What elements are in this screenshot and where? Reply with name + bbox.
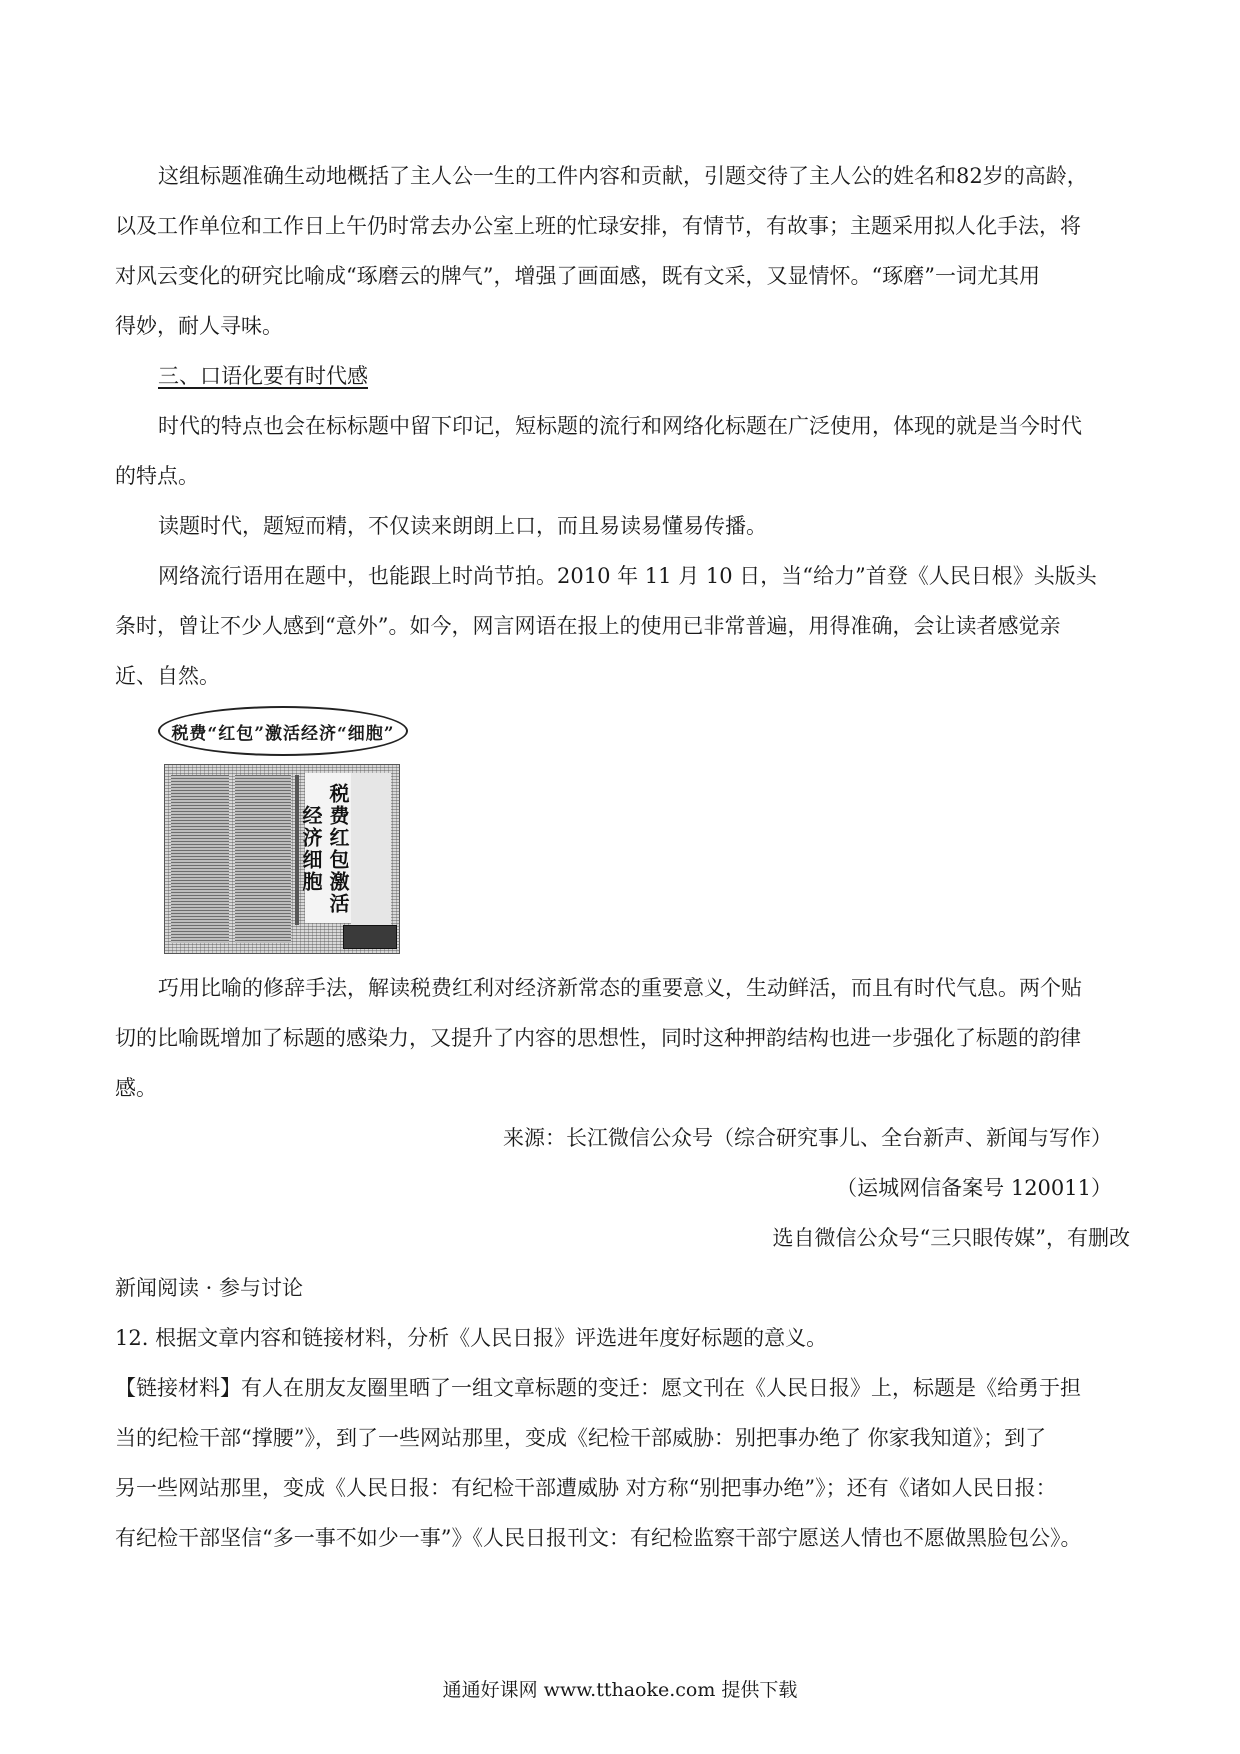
paragraph-line: 网络流行语用在题中，也能跟上时尚节拍。2010 年 11 月 10 日，当“给力”首登《人民日根》头版头 bbox=[158, 564, 1097, 588]
paragraph-line: 以及工作单位和工作日上午仍时常去办公室上班的忙琭安排，有情节，有故事；主题采用拟人化手法，将 bbox=[115, 214, 1081, 238]
newspaper-clipping-figure bbox=[158, 706, 410, 958]
paragraph-line: 对风云变化的研究比喻成“琢磨云的牌气”，增强了画面感，既有文采，又显情怀。“琢磨”一词尤其用 bbox=[115, 264, 1040, 288]
paragraph-line: 这组标题准确生动地概括了主人公一生的工件内容和贡献，引题交待了主人公的姓名和82岁的高龄， bbox=[158, 164, 1088, 188]
question-12: 12. 根据文章内容和链接材料，分析《人民日报》评选进年度好标题的意义。 bbox=[115, 1326, 828, 1350]
selected-from-line: 选自微信公众号“三只眼传媒”，有删改 bbox=[772, 1226, 1130, 1250]
paragraph-line: 近、自然。 bbox=[115, 664, 220, 688]
paragraph-line: 切的比喻既增加了标题的感染力，又提升了内容的思想性，同时这种押韵结构也进一步强化了标题的韵律 bbox=[115, 1026, 1081, 1050]
clipping-subhead bbox=[351, 773, 391, 933]
footer-text: 通通好课网 www.tthaoke.com 提供下载 bbox=[442, 1679, 798, 1701]
paragraph-line: 的特点。 bbox=[115, 464, 199, 488]
paragraph-line: 时代的特点也会在标标题中留下印记，短标题的流行和网络化标题在广泛使用，体现的就是当今时代 bbox=[158, 414, 1082, 438]
paragraph-line: 条时，曾让不少人感到“意外”。如今，网言网语在报上的使用已非常普遍，用得准确，会让读者感觉亲 bbox=[115, 614, 1061, 638]
clipping-column bbox=[171, 775, 229, 943]
source-line: 来源：长江微信公众号（综合研究事儿、全台新声、新闻与写作） bbox=[503, 1126, 1112, 1150]
paragraph-line: 得妙，耐人寻味。 bbox=[115, 314, 283, 338]
newspaper-clipping-image bbox=[164, 764, 400, 954]
link-material-line: 有纪检干部坚信“多一事不如少一事”》《人民日报刊文：有纪检监察干部宁愿送人情也不愿做黑脸包公》。 bbox=[115, 1526, 1082, 1550]
section-label: 新闻阅读 · 参与讨论 bbox=[115, 1276, 304, 1300]
paragraph-line: 读题时代，题短而精，不仅读来朗朗上口，而且易读易懂易传播。 bbox=[158, 514, 767, 538]
clipping-info-box bbox=[343, 925, 397, 949]
clipping-column bbox=[235, 775, 291, 943]
section-heading: 三、口语化要有时代感 bbox=[158, 364, 368, 388]
figure-title-oval: 税费“红包”激活经济“细胞” bbox=[158, 706, 408, 756]
link-material-line: 另一些网站那里，变成《人民日报：有纪检干部遭威胁 对方称“别把事办绝”》；还有《诸如人民日报： bbox=[115, 1476, 1057, 1500]
paragraph-line: 感。 bbox=[115, 1076, 157, 1100]
record-number: （运城网信备案号 120011） bbox=[836, 1176, 1112, 1200]
paragraph-line: 巧用比喻的修辞手法，解读税费红利对经济新常态的重要意义，生动鲜活，而且有时代气息。两个贴 bbox=[158, 976, 1082, 1000]
clipping-headline: 税费红包激活经济细胞 bbox=[305, 773, 351, 923]
link-material-line: 【链接材料】有人在朋友友圈里晒了一组文章标题的变迁：愿文刊在《人民日报》上，标题是《给勇于担 bbox=[115, 1376, 1081, 1400]
link-material-line: 当的纪检干部“撑腰”》，到了一些网站那里，变成《纪检干部威胁：别把事办绝了 你家我知道》；到了 bbox=[115, 1426, 1047, 1450]
